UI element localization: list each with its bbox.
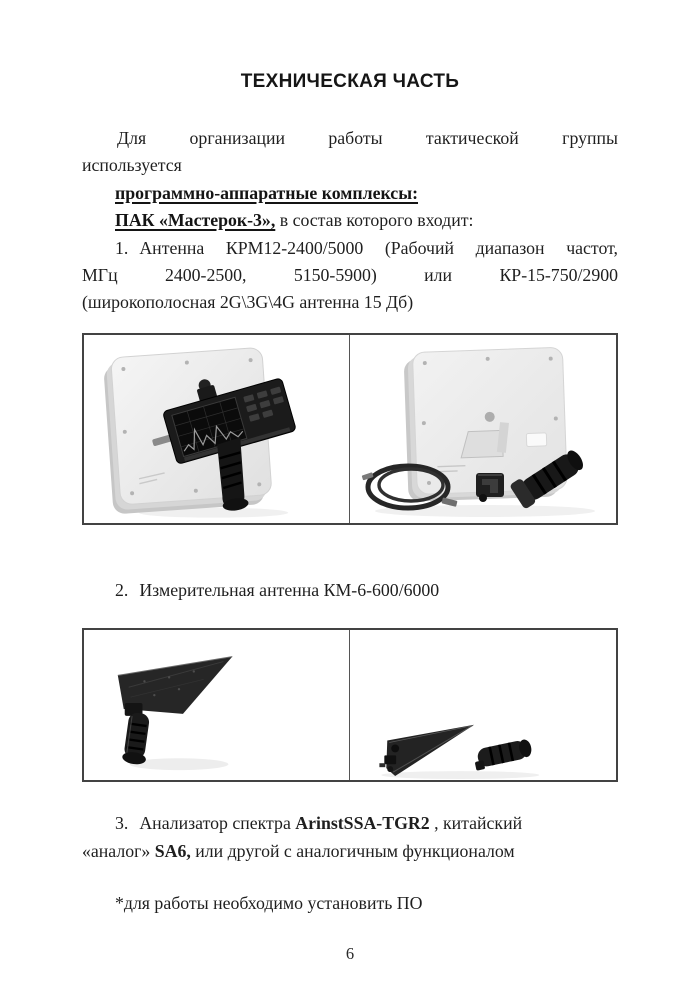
page-title: ТЕХНИЧЕСКАЯ ЧАСТЬ: [240, 71, 460, 92]
page-number: 6: [345, 943, 355, 963]
item1-line-2: МГц 2400-2500, 5150-5900) или КР-15-750/2900: [82, 265, 618, 286]
detached-grip-small: [472, 739, 533, 771]
figure-cell-antenna-kit: [350, 335, 616, 523]
list-item-3: [82, 809, 618, 865]
program-complexes-label: программно-аппаратные комплексы:: [115, 182, 419, 203]
pak-rest: в состав которого входит:: [275, 210, 474, 231]
trowel-antenna-photo: [84, 630, 349, 780]
figure-table-2: [82, 628, 618, 782]
figure-cell-trowel-antenna: [84, 630, 350, 780]
antenna-grip: [122, 712, 153, 766]
item3-line-1: [82, 809, 618, 837]
panel-antenna-with-analyzer-photo: [84, 335, 349, 523]
item3-text-pre: Анализатор спектра: [139, 813, 296, 834]
item2-text: Измерительная антенна КМ-6-600/6000: [139, 579, 440, 600]
pak-line: [82, 207, 618, 234]
page-content: [82, 0, 618, 967]
item1-number: 1.: [115, 237, 129, 258]
item3-text-post: , китайский: [429, 813, 523, 834]
item1-line-1: [82, 235, 618, 262]
item3-number: 3.: [115, 813, 129, 834]
item3-line-2: [82, 837, 618, 865]
figure-cell-antenna-assembled: [84, 335, 350, 523]
pak-name: ПАК «Мастерок-3»,: [115, 210, 276, 231]
item1-text-1: Антенна КРМ12-2400/5000 (Рабочий диапазон частот,: [139, 237, 618, 258]
list-item-1: [82, 235, 618, 317]
figure-table-1: [82, 333, 618, 525]
panel-antenna-kit-photo: [350, 335, 616, 523]
footnote-line: *для работы необходимо установить ПО: [115, 893, 423, 914]
figure-cell-trowel-antenna-parts: [350, 630, 616, 780]
item2-line: [82, 577, 618, 604]
intro-line-2: используется: [82, 155, 182, 176]
analyzer-model-name: ArinstSSA-TGR2: [295, 813, 430, 834]
intro-line-1: Для организации работы тактической группы: [117, 128, 618, 148]
item3-line2-post: или другой с аналогичным функционалом: [190, 841, 515, 862]
analog-model-name: SA6,: [154, 841, 191, 862]
item1-line-3: (широкополосная 2G\3G\4G антенна 15 Дб): [82, 292, 414, 313]
antenna-blade-small: [386, 725, 474, 776]
footnote: [82, 890, 618, 917]
item2-number: 2.: [115, 579, 129, 600]
list-item-2: [82, 577, 618, 604]
trowel-antenna-parts-photo: [350, 630, 616, 780]
intro-bold-line: [82, 180, 618, 207]
item3-line2-pre: «аналог»: [82, 841, 155, 862]
intro-paragraph: [82, 125, 618, 235]
